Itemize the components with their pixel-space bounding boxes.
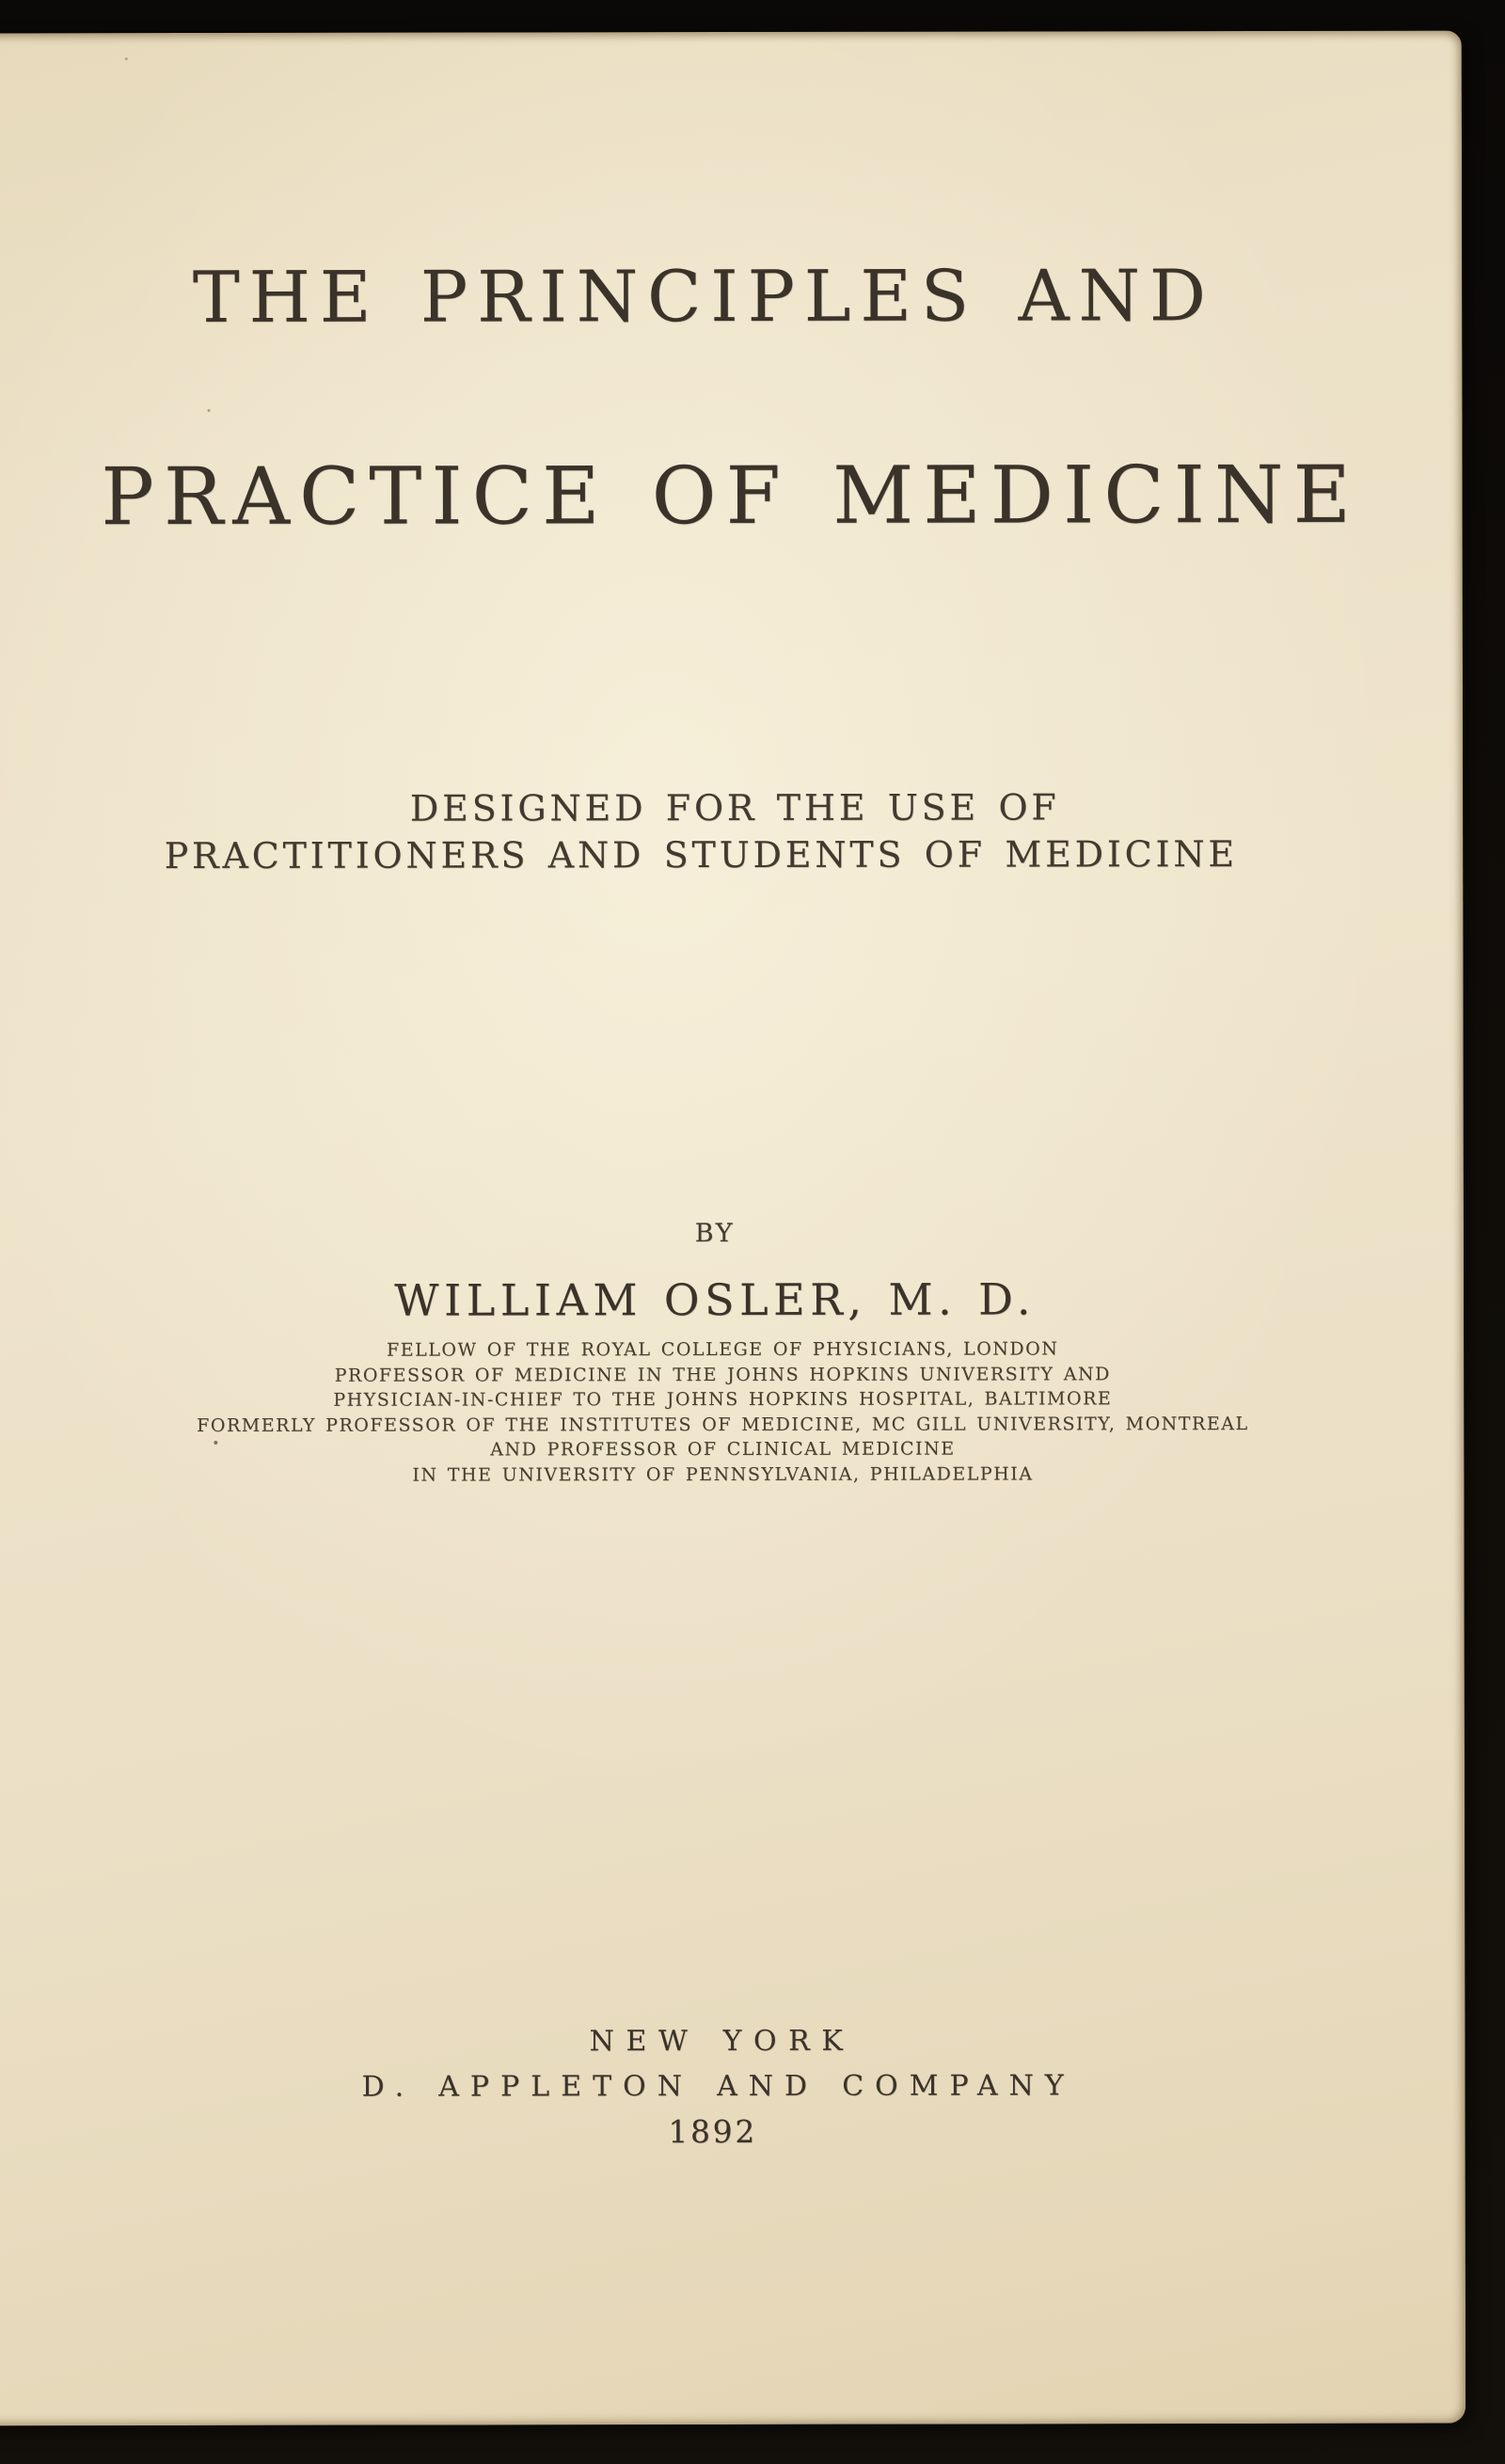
- book-title-line-2: PRACTICE OF MEDICINE: [101, 448, 1361, 544]
- credential-line: FORMERLY PROFESSOR OF THE INSTITUTES OF MEDICINE, MC GILL UNIVERSITY, MONTREAL: [197, 1413, 1249, 1436]
- paper-speck: [207, 409, 210, 412]
- book-subtitle-line-2: PRACTITIONERS AND STUDENTS OF MEDICINE: [164, 833, 1238, 877]
- book-title-line-1: THE PRINCIPLES AND: [192, 254, 1215, 339]
- paper-speck: [214, 1441, 217, 1445]
- title-page-content: [0, 31, 1465, 2426]
- credential-line: AND PROFESSOR OF CLINICAL MEDICINE: [490, 1438, 956, 1461]
- byline-label: BY: [694, 1218, 736, 1249]
- author-name: WILLIAM OSLER, M. D.: [394, 1273, 1037, 1326]
- credential-line: PROFESSOR OF MEDICINE IN THE JOHNS HOPKINS UNIVERSITY AND: [334, 1363, 1111, 1386]
- credential-line: FELLOW OF THE ROYAL COLLEGE OF PHYSICIANS, LONDON: [387, 1338, 1059, 1361]
- imprint-city: NEW YORK: [589, 2024, 855, 2059]
- book-subtitle-line-1: DESIGNED FOR THE USE OF: [409, 786, 1060, 829]
- credential-line: PHYSICIAN-IN-CHIEF TO THE JOHNS HOPKINS HOSPITAL, BALTIMORE: [333, 1388, 1113, 1411]
- imprint-publisher: D. APPLETON AND COMPANY: [361, 2069, 1075, 2104]
- paper-speck: [125, 57, 128, 60]
- author-credentials: [0, 1336, 1464, 1489]
- book-title-page: [0, 31, 1465, 2426]
- credential-line: IN THE UNIVERSITY OF PENNSYLVANIA, PHILADELPHIA: [412, 1462, 1034, 1486]
- imprint-year: 1892: [668, 2112, 757, 2151]
